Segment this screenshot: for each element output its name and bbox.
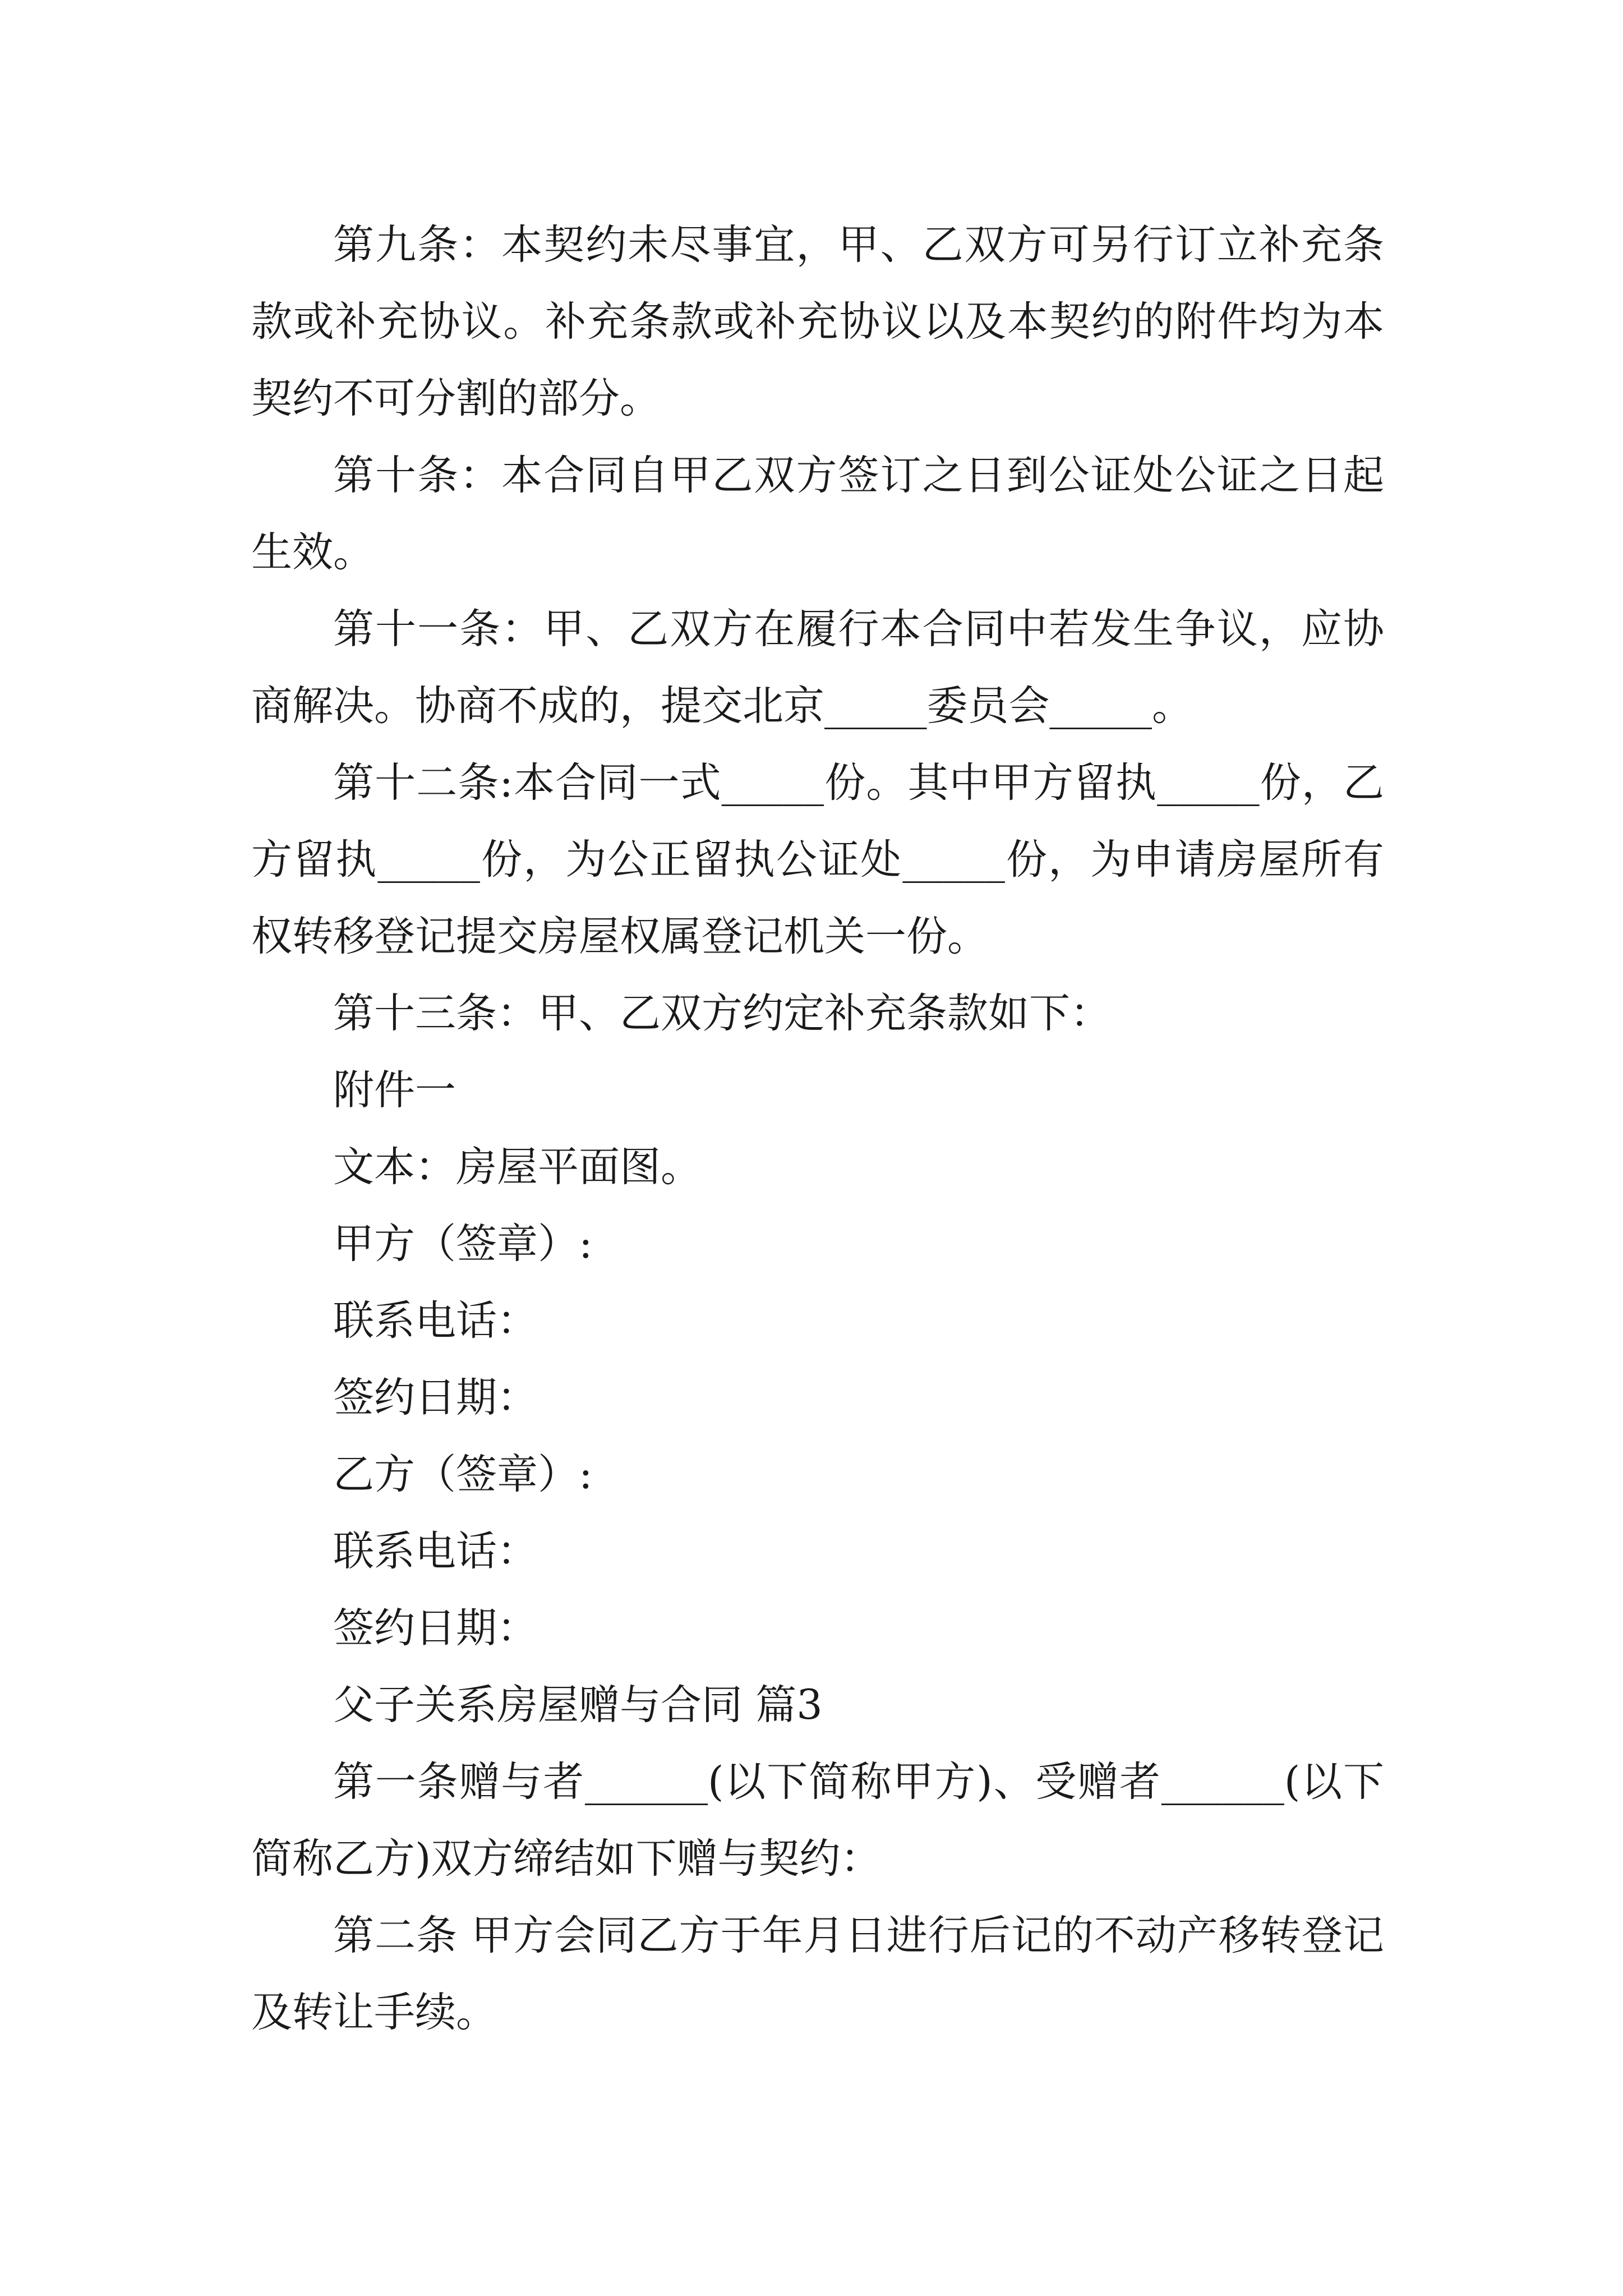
party-a-phone-line: 联系电话： (333, 1297, 538, 1345)
party-a-signature-line: 甲方（签章）: (333, 1220, 593, 1268)
party-b-date-line: 签约日期： (333, 1604, 538, 1652)
article-11-paragraph: 第十一条：甲、乙双方在履行本合同中若发生争议，应协商解决。协商不成的，提交北京_____委员会_____。 (251, 605, 1384, 730)
article-1-paragraph: 第一条赠与者______(以下简称甲方)、受赠者______(以下简称乙方)双方缔结如下赠与契约： (251, 1758, 1384, 1883)
article-2-paragraph: 第二条 甲方会同乙方于年月日进行后记的不动产移转登记及转让手续。 (251, 1912, 1384, 2036)
section-heading: 父子关系房屋赠与合同 篇3 (333, 1681, 823, 1729)
party-b-phone-line: 联系电话： (333, 1527, 538, 1575)
attachment-text-line: 文本：房屋平面图。 (333, 1143, 702, 1191)
party-b-signature-line: 乙方（签章）: (333, 1451, 593, 1498)
article-13-paragraph: 第十三条：甲、乙双方约定补充条款如下： (333, 990, 1111, 1037)
article-10-paragraph: 第十条：本合同自甲乙双方签订之日到公证处公证之日起生效。 (251, 452, 1384, 576)
article-9-paragraph: 第九条：本契约未尽事宜，甲、乙双方可另行订立补充条款或补充协议。补充条款或补充协议以及本契约的附件均为本契约不可分割的部分。 (251, 221, 1384, 422)
party-a-date-line: 签约日期： (333, 1374, 538, 1421)
article-12-paragraph: 第十二条:本合同一式_____份。其中甲方留执_____份，乙方留执_____份，为公正留执公证处_____份，为申请房屋所有权转移登记提交房屋权属登记机关一份。 (251, 759, 1384, 960)
attachment-heading: 附件一 (333, 1066, 456, 1114)
document-body (251, 206, 1384, 2051)
